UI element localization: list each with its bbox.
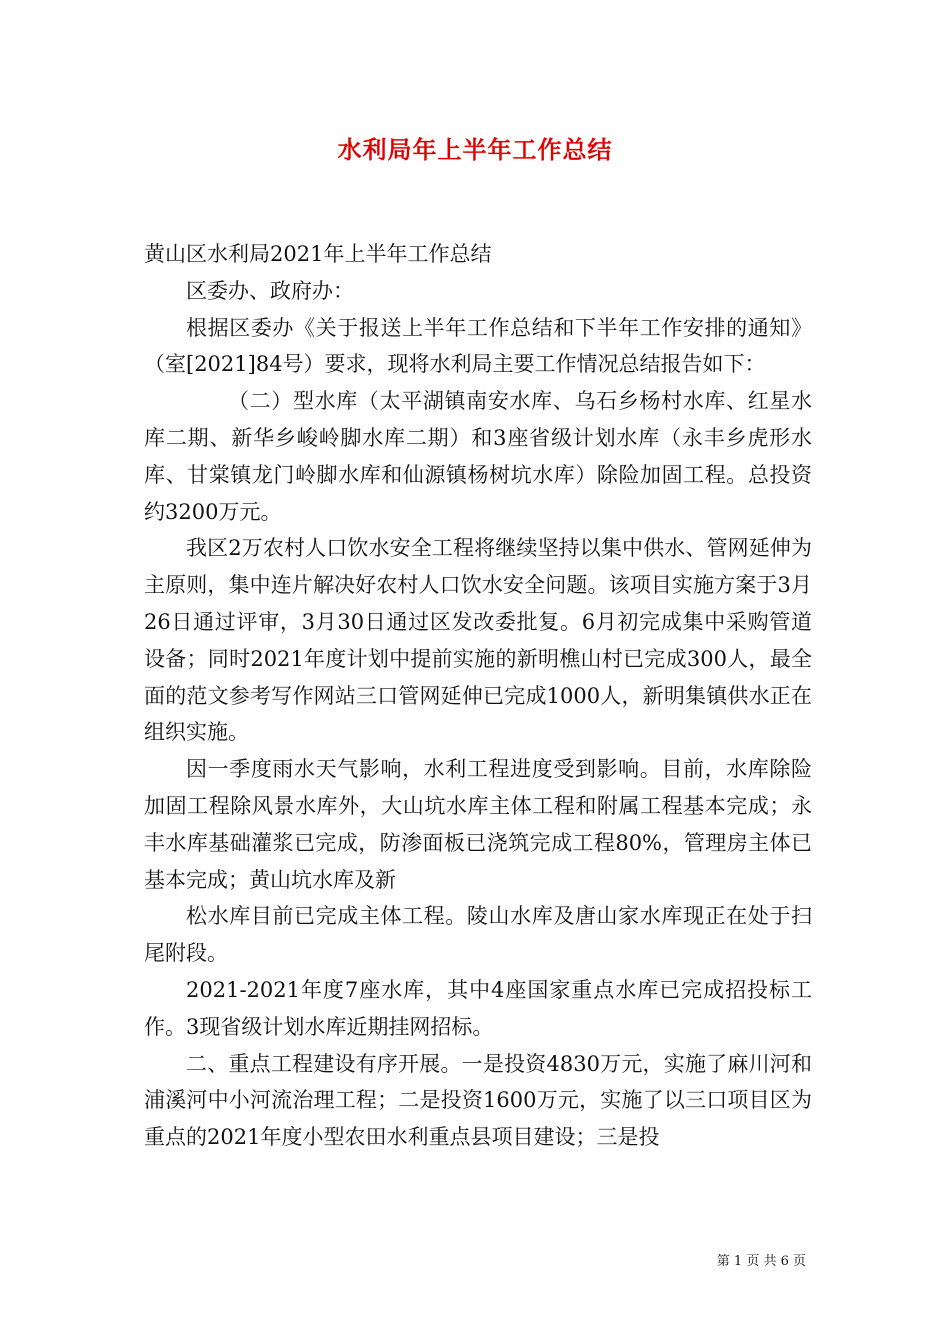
paragraph-drinking-water: 我区2万农村人口饮水安全工程将继续坚持以集中供水、管网延伸为主原则，集中连片解决好农村人口饮水安全问题。该项目实施方案于3月26日通过评审，3月30日通过区发改委批复。6月初完成集中采购管道设备；同时2021年度计划中提前实施的新明樵山村已完成300人，最全面的范文参考写作网站三口管网延伸已完成1000人，新明集镇供水正在组织实施。 <box>144 536 812 745</box>
paragraph-intro: 根据区委办《关于报送上半年工作总结和下半年工作安排的通知》（室[2021]84号）要求，现将水利局主要工作情况总结报告如下： <box>144 315 812 377</box>
document-body <box>144 236 812 1156</box>
paragraph-tender: 2021-2021年度7座水库，其中4座国家重点水库已完成招投标工作。3现省级计划水库近期挂网招标。 <box>144 977 812 1039</box>
salutation: 区委办、政府办： <box>186 278 354 303</box>
paragraph-progress: 因一季度雨水天气影响，水利工程进度受到影响。目前，水库除险加固工程除风景水库外，大山坑水库主体工程和附属工程基本完成；永丰水库基础灌浆已完成，防渗面板已浇筑完成工程80%，管理房主体已基本完成；黄山坑水库及新 <box>144 757 812 892</box>
document-subtitle: 黄山区水利局2021年上半年工作总结 <box>144 242 492 266</box>
paragraph-reservoir: （二）型水库（太平湖镇南安水库、乌石乡杨村水库、红星水库二期、新华乡峻岭脚水库二期）和3座省级计划水库（永丰乡虎形水库、甘棠镇龙门岭脚水库和仙源镇杨树坑水库）除险加固工程。总投资约3200万元。 <box>144 389 812 524</box>
paragraph-progress-cont: 松水库目前已完成主体工程。陵山水库及唐山家水库现正在处于扫尾附段。 <box>144 904 812 966</box>
document-title: 水利局年上半年工作总结 <box>337 135 613 164</box>
page-number: 第 1 页 共 6 页 <box>716 1254 806 1269</box>
paragraph-key-projects: 二、重点工程建设有序开展。一是投资4830万元，实施了麻川河和浦溪河中小河流治理工程；二是投资1600万元，实施了以三口项目区为重点的2021年度小型农田水利重点县项目建设；三是投 <box>144 1051 812 1150</box>
